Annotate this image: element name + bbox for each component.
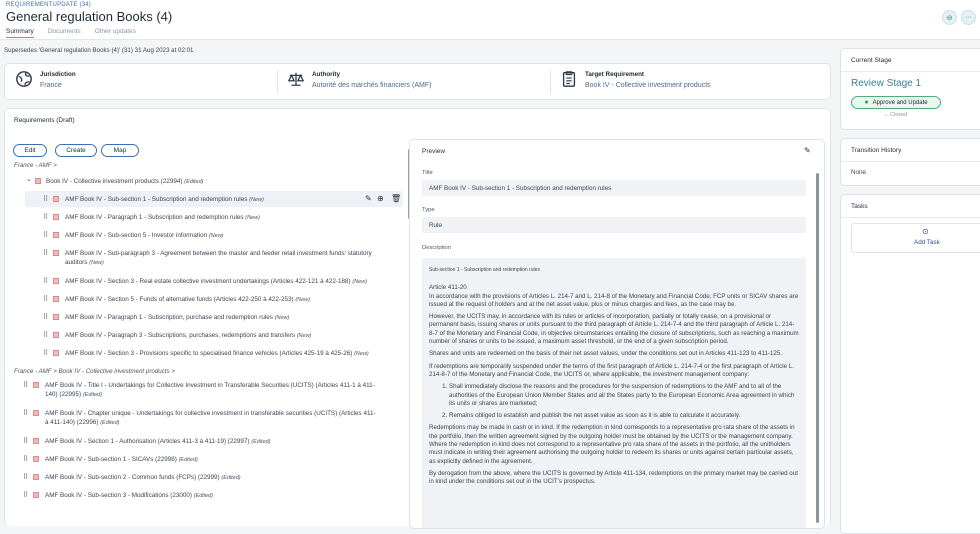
drag-handle-icon[interactable]: ⠿ (43, 332, 49, 339)
tab-bar (6, 28, 136, 38)
target-block (585, 71, 711, 89)
document-icon (560, 70, 578, 88)
requirement-row[interactable]: AMF Book IV - Chapter unique - Undertakings for collective investment in transferable securities (UCITS) (Articles 411- à 411-140) (22996) (Edited) (45, 410, 376, 426)
divider (841, 71, 980, 72)
divider (550, 70, 551, 94)
requirement-status-icon (53, 296, 59, 302)
tree-path: France - AMF > Book IV - Collective investment products > (14, 368, 175, 375)
ordered-list (449, 383, 799, 420)
scales-icon (287, 70, 305, 88)
drag-handle-icon[interactable]: ⠿ (43, 232, 49, 239)
book-row[interactable]: Book IV - Collective investment products (22994) (Edited) (46, 178, 204, 185)
type-label: Type (422, 207, 435, 213)
supersedes-text: Supersedes 'General regulation Books (4)' (31) 31 Aug 2023 at 02:01 (4, 47, 194, 54)
requirement-status-icon (53, 332, 59, 338)
jurisdiction-label: Jurisdiction (40, 71, 76, 78)
divider (277, 70, 278, 94)
requirement-status-icon (33, 438, 39, 444)
description-heading: Sub-section 1 - Subscription and redemption rules (429, 267, 540, 273)
plus-circle-icon: ⊙ (922, 227, 929, 236)
stage-name: Review Stage 1 (851, 78, 922, 89)
title-label: Title (422, 170, 433, 176)
paragraph: By derogation from the above, where the UCITS is governed by Article 411-134, redemptions on the primary market may be carried out in kind under the conditions set out in the UCIT's prospectus. (429, 469, 798, 486)
approve-and-update-button[interactable]: ● Approve and Update (851, 96, 941, 109)
drag-handle-icon[interactable]: ⠿ (43, 214, 49, 221)
more-icon[interactable]: ··· (961, 10, 976, 25)
tasks-card (840, 194, 980, 534)
target-value[interactable]: Book IV - Collective investment products (585, 82, 711, 89)
requirement-row[interactable]: AMF Book IV - Sub-section 3 - Modifications (23000) (Edited) (45, 492, 214, 499)
requirement-row[interactable]: AMF Book IV - Section 3 - Real estate collective investment undertakings (Articles 422-121 à 422-188) (New) (65, 278, 368, 285)
preview-title: Preview (422, 148, 446, 155)
drag-handle-icon[interactable]: ⠿ (43, 278, 49, 285)
current-stage-label: Current Stage (851, 57, 892, 64)
edit-pencil-icon[interactable]: ✎ (365, 194, 372, 203)
tree-path: France - AMF > (14, 162, 57, 169)
title-field[interactable]: AMF Book IV - Sub-section 1 - Subscription and redemption rules (422, 180, 806, 196)
requirement-status-icon (33, 474, 39, 480)
preview-panel (409, 139, 825, 529)
requirement-row[interactable]: AMF Book IV - Sub-section 5 - Investor information (New) (65, 232, 224, 239)
requirement-status-icon (33, 456, 39, 462)
drag-handle-icon[interactable]: ⠿ (43, 350, 49, 357)
requirement-row[interactable]: AMF Book IV - Sub-paragraph 3 - Agreement between the master and feeder retail investment funds' statutory auditors (New) (65, 250, 372, 266)
tasks-label: Tasks (851, 203, 868, 210)
paragraph: However, the UCITS may, in accordance with its rules or articles of incorporation, partially or totally cease, on a provisional or permanent basis, issuing shares or units pursuant to the third paragraph of Article L. 214-7-4 and the third paragraph of Article L. 214-8-7 of the Monetary and Financial Code, in objective circumstances entailing the closure of subscriptions, such as reaching a maximum number of shares or units to be issued, a maximum asset threshold, or the end of a given subscription period. (429, 313, 799, 346)
requirement-status-icon (53, 214, 59, 220)
requirement-row[interactable]: AMF Book IV - Paragraph 1 - Subscription, purchase and redemption rules (New) (65, 314, 290, 321)
tab-documents[interactable]: Documents (47, 28, 81, 35)
list-item: 1. Shall immediately disclose the reasons and the procedures for the suspension of redemptions to the AMF and to all of the authorities of the European Union Member States and all the States party to the European Economic Area agreement in which its units or shares are marketed; (449, 383, 799, 408)
divider (841, 161, 980, 162)
article-number: Article 411-20 (429, 284, 467, 292)
paragraph: If redemptions are temporarily suspended under the terms of the first paragraph of Article L. 214-7-4 or the first paragraph of Article L. 214-8-7 of the Monetary and Financial Code, the UCITS or, where applicable, the investment management company: (429, 362, 794, 378)
authority-label: Authority (312, 71, 340, 78)
requirements-title: Requirements (Draft) (14, 117, 75, 124)
requirement-status-icon (53, 250, 59, 256)
add-circle-icon[interactable]: ⊕ (377, 194, 384, 203)
tab-summary[interactable]: Summary (6, 28, 34, 38)
transition-history-label: Transition History (851, 147, 902, 154)
globe-icon (15, 70, 33, 88)
drag-handle-icon[interactable]: ⠿ (43, 250, 49, 257)
requirement-row[interactable]: AMF Book IV - Sub-section 2 - Common funds (FCPs) (22999) (Edited) (45, 474, 241, 481)
drag-handle-icon[interactable]: ⠿ (43, 196, 49, 203)
requirement-status-icon (53, 278, 59, 284)
type-field[interactable]: Rule (422, 217, 806, 233)
chevron-down-icon[interactable]: ⌄ (26, 176, 32, 183)
drag-handle-icon[interactable]: ⠿ (23, 382, 29, 389)
requirement-status-icon (33, 410, 39, 416)
paragraph: Redemptions may be made in cash or in kind. If the redemption in kind corresponds to a representative pro rata share of the assets in the portfolio, then the written agreement signed by the outgoing holder must be obtained by the UCITS or the management company. Where the redemption in kind does not correspond to a representative pro rata share of the assets in the portfolio, all the unitholders must indicate in writing their agreement authorising the outgoing holder to redeem its shares or units against certain particular assets, as explicitly defined in the agreement. (429, 424, 795, 465)
breadcrumb[interactable]: REQUIREMENTUPDATE (34) (6, 2, 91, 8)
create-button[interactable]: Create (55, 144, 97, 157)
drag-handle-icon[interactable]: ⠿ (23, 492, 29, 499)
map-button[interactable]: Map (101, 144, 139, 157)
description-field[interactable] (422, 258, 806, 529)
requirement-status-icon (53, 350, 59, 356)
requirement-row[interactable]: AMF Book IV - Sub-section 1 - SICAVs (22998) (Edited) (45, 456, 198, 463)
drag-handle-icon[interactable]: ⠿ (23, 410, 29, 417)
tab-other-updates[interactable]: Other updates (94, 28, 136, 35)
requirement-row[interactable]: AMF Book IV - Sub-section 1 - Subscription and redemption rules (New) (65, 196, 264, 203)
list-item: 2. Remains obliged to establish and publish the net asset value as soon as it is able to calculate it accurately. (449, 412, 799, 420)
requirement-row[interactable]: AMF Book IV - Paragraph 1 - Subscription and redemption rules (New) (65, 214, 260, 221)
paragraph: In accordance with the provisions of Articles L. 214-7 and L. 214-8 of the Monetary and Financial Code, FCP units or SICAV shares are issued at the request of holders and at the net asset value, plus or minus charges and fees, as the case may be. (429, 292, 799, 308)
drag-handle-icon[interactable]: ⠿ (43, 314, 49, 321)
page-title: General regulation Books (4) (6, 9, 173, 24)
trash-icon[interactable]: 🗑 (391, 194, 402, 203)
description-label: Description (422, 245, 451, 251)
requirement-status-icon (53, 314, 59, 320)
closed-link[interactable]: → Closed (883, 112, 908, 118)
requirements-card (4, 108, 831, 526)
drag-handle-icon[interactable]: ⠿ (43, 296, 49, 303)
jurisdiction-value: France (40, 82, 62, 89)
transition-history-card (840, 138, 980, 186)
drag-handle-icon[interactable]: ⠿ (23, 438, 29, 445)
requirement-status-icon (33, 492, 39, 498)
edit-button[interactable]: Edit (13, 144, 47, 157)
arrow-right-icon: → (883, 112, 891, 118)
requirement-status-icon (33, 382, 39, 388)
check-circle-icon: ● (864, 99, 869, 106)
requirement-status-icon (53, 232, 59, 238)
current-stage-card (840, 48, 980, 130)
add-task-button[interactable] (851, 223, 980, 253)
authority-block (312, 71, 431, 89)
authority-value: Autorité des marchés financiers (AMF) (312, 82, 432, 89)
add-task-label: Add Task (914, 239, 940, 246)
requirement-row[interactable]: AMF Book IV - Section 1 - Authorisation (Articles 411-3 à 411-19) (22997) (Edited) (45, 438, 271, 445)
requirement-status-icon (53, 196, 59, 202)
requirement-row[interactable]: AMF Book IV - Title I - Undertakings for Collective Investment in Transferable Securities (UCITS) (Articles 411-1 à 411- 140) (22995) (Edited) (45, 382, 375, 398)
requirement-status-icon (35, 178, 41, 184)
paragraph: Shares and units are redeemed on the basis of their net asset values, under the conditions set out in Articles 411-123 to 411-125. (429, 350, 783, 358)
drag-handle-icon[interactable]: ⠿ (23, 474, 29, 481)
requirement-row[interactable]: AMF Book IV - Section 5 - Funds of alternative funds (Articles 422-250 à 422-253) (New) (65, 296, 310, 303)
preview-scrollbar[interactable] (816, 173, 819, 523)
requirement-row[interactable]: AMF Book IV - Section 3 - Provisions specific to specialised finance vehicles (Articles 425-19 à 425-26) (New) (65, 350, 369, 357)
edit-pencil-icon[interactable]: ✎ (804, 146, 811, 155)
jurisdiction-block (40, 71, 76, 89)
top-bar (0, 0, 980, 40)
link-icon[interactable]: ⊖ (942, 10, 957, 25)
requirement-row[interactable]: AMF Book IV - Paragraph 3 - Subscriptions, purchases, redemptions and transfers (New) (65, 332, 312, 339)
info-card (4, 63, 831, 100)
divider (841, 217, 980, 218)
drag-handle-icon[interactable]: ⠿ (23, 456, 29, 463)
target-label: Target Requirement (585, 71, 645, 78)
transition-history-value: None (851, 169, 867, 176)
